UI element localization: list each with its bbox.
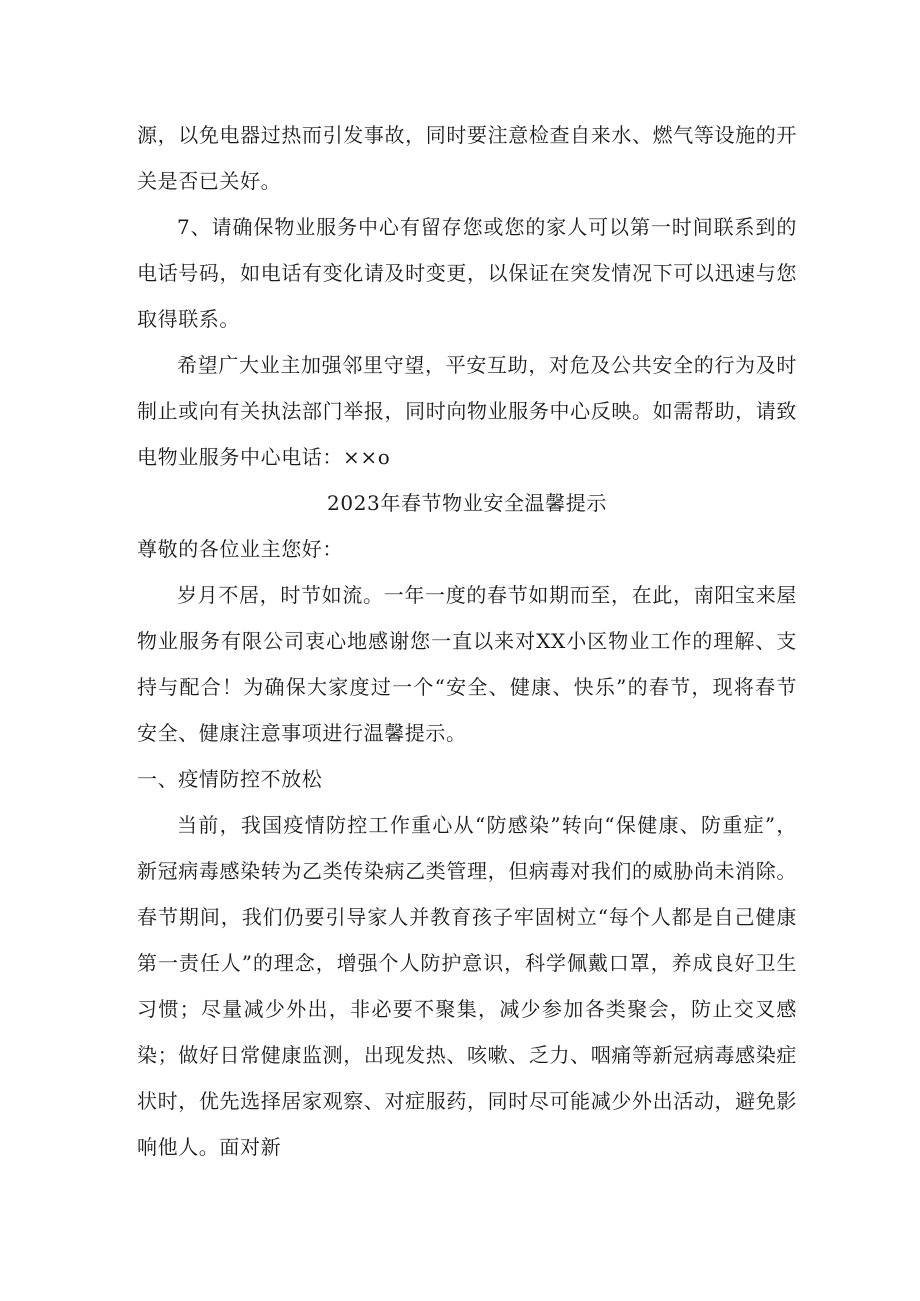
document-body (137, 112, 797, 1170)
paragraph-intro: 岁月不居，时节如流。一年一度的春节如期而至，在此，南阳宝来屋物业服务有限公司衷心地感谢您一直以来对XX小区物业工作的理解、支持与配合！为确保大家度过一个“安全、健康、快乐”的春节，现将春节安全、健康注意事项进行温馨提示。 (137, 583, 797, 745)
paragraph-epidemic: 当前，我国疫情防控工作重心从“防感染”转向“保健康、防重症”，新冠病毒感染转为乙类传染病乙类管理，但病毒对我们的威胁尚未消除。春节期间，我们仍要引导家人并教育孩子牢固树立“每个人都是自己健康第一责任人”的理念，增强个人防护意识，科学佩戴口罩，养成良好卫生习惯；尽量减少外出，非必要不聚集，减少参加各类聚会，防止交叉感染；做好日常健康监测，出现发热、咳嗽、乏力、咽痛等新冠病毒感染症状时，优先选择居家观察、对症服药，同时尽可能减少外出活动，避免影响他人。面对新 (137, 813, 797, 1159)
paragraph-appeal: 希望广大业主加强邻里守望，平安互助，对危及公共安全的行为及时制止或向有关执法部门举报，同时向物业服务中心反映。如需帮助，请致电物业服务中心电话：××o (137, 353, 797, 469)
salutation: 尊敬的各位业主您好： (137, 537, 343, 561)
section-heading: 一、疫情防控不放松 (137, 767, 323, 791)
document-title: 2023年春节物业安全温馨提示 (327, 491, 607, 515)
paragraph-continued: 源，以免电器过热而引发事故，同时要注意检查自来水、燃气等设施的开关是否已关好。 (137, 123, 797, 193)
paragraph-item-7: 7、请确保物业服务中心有留存您或您的家人可以第一时间联系到的电话号码，如电话有变化请及时变更，以保证在突发情况下可以迅速与您取得联系。 (137, 215, 797, 331)
